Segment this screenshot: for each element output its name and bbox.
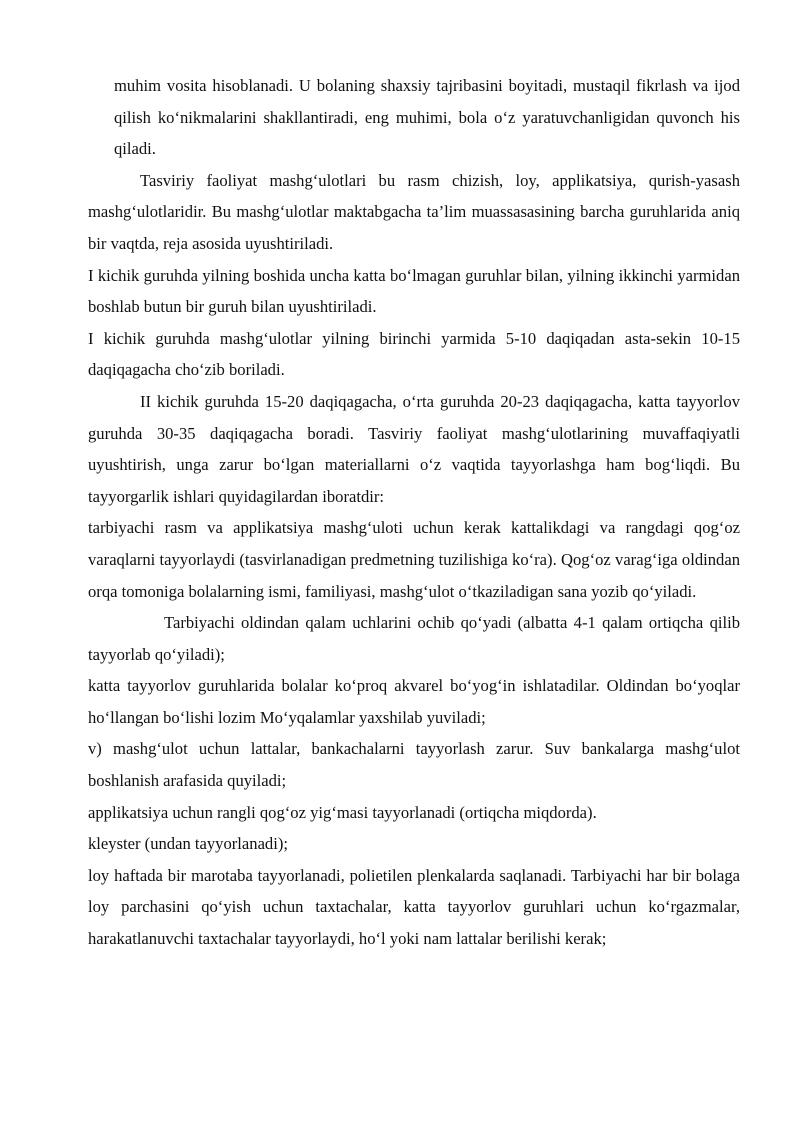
paragraph-11: kleyster (undan tayyorlanadi); [88, 834, 288, 854]
paragraph-7: Tarbiyachi oldindan qalam uchlarini ochib qo‘yadi (albatta 4-1 qalam ortiqcha qilib tayyorlab qo‘yiladi); [88, 613, 740, 664]
paragraph-1: muhim vosita hisoblanadi. U bolaning shaxsiy tajribasini boyitadi, mustaqil fikrlash va ijod qilish ko‘nikmalarini shakllantiradi, eng muhimi, bola o‘z yaratuvchanligidan quvonch his qiladi. [114, 76, 740, 159]
paragraph-12: loy haftada bir marotaba tayyorlanadi, polietilen plenkalarda saqlanadi. Tarbiyachi har bir bolaga loy parchasini qo‘yish uchun taxtachalar, katta tayyorlov guruhlari uchun ko‘rgazmalar, harakatlanuvchi taxtachalar tayyorlaydi, ho‘l yoki nam lattalar berilishi kerak; [88, 865, 740, 949]
document-body [88, 70, 740, 955]
paragraph-3: I kichik guruhda yilning boshida uncha katta bo‘lmagan guruhlar bilan, yilning ikkinchi yarmidan boshlab butun bir guruh bilan uyushtiriladi. [88, 265, 740, 317]
paragraph-2: Tasviriy faoliyat mashg‘ulotlari bu rasm chizish, loy, applikatsiya, qurish-yasash mashg‘ulotlaridir. Bu mashg‘ulotlar maktabgacha ta’lim muassasasining barcha guruhlarida aniq bir vaqtda, reja asosida uyushtiriladi. [88, 170, 740, 253]
paragraph-6: tarbiyachi rasm va applikatsiya mashg‘uloti uchun kerak kattalikdagi va rangdagi qog‘oz varaqlarni tayyorlaydi (tasvirlanadigan predmetning tuzilishiga ko‘ra). Qog‘oz varag‘iga oldindan orqa tomoniga bolalarning ismi, familiyasi, mashg‘ulot o‘tkaziladigan sana yozib qo‘yiladi. [88, 518, 740, 601]
paragraph-10: applikatsiya uchun rangli qog‘oz yig‘masi tayyorlanadi (ortiqcha miqdorda). [88, 802, 597, 822]
paragraph-5: II kichik guruhda 15-20 daqiqagacha, o‘rta guruhda 20-23 daqiqagacha, katta tayyorlov guruhda 30-35 daqiqagacha boradi. Tasviriy faoliyat mashg‘ulotlarining muvaffaqiyatli uyushtirish, unga zarur bo‘lgan materiallarni o‘z vaqtida tayyorlashga ham bog‘liqdi. Bu tayyorgarlik ishlari quyidagilardan iboratdir: [88, 391, 740, 506]
paragraph-4: I kichik guruhda mashg‘ulotlar yilning birinchi yarmida 5-10 daqiqadan asta-sekin 10-15 daqiqagacha cho‘zib boriladi. [88, 328, 740, 380]
paragraph-8: katta tayyorlov guruhlarida bolalar ko‘proq akvarel bo‘yog‘in ishlatadilar. Oldindan bo‘yoqlar ho‘llangan bo‘lishi lozim Mo‘yqalamlar yaxshilab yuviladi; [88, 676, 740, 727]
paragraph-9: v) mashg‘ulot uchun lattalar, bankachalarni tayyorlash zarur. Suv bankalarga mashg‘ulot boshlanish arafasida quyiladi; [88, 739, 740, 791]
